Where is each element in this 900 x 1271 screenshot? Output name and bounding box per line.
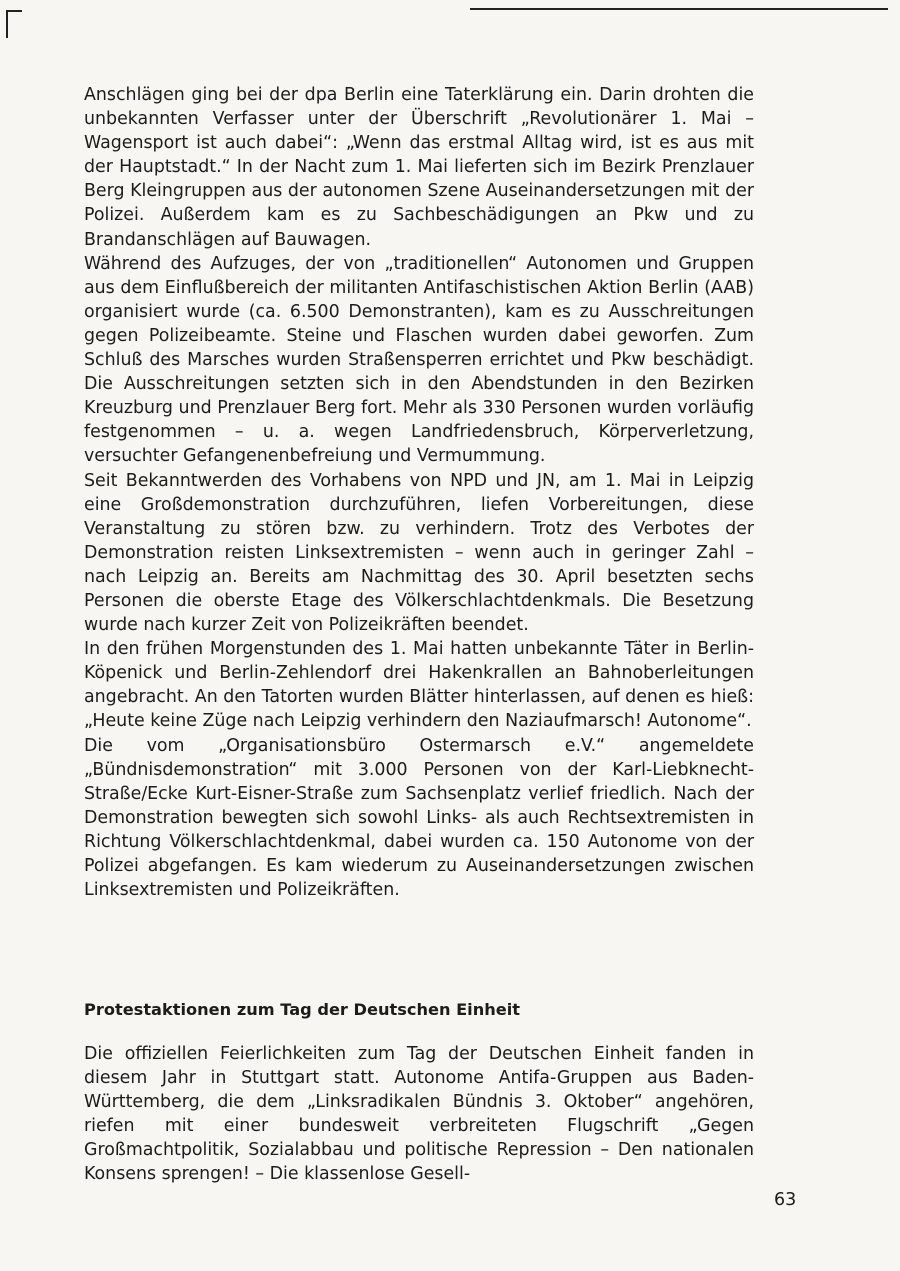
section-heading: Protestaktionen zum Tag der Deutschen Einheit bbox=[84, 1000, 521, 1019]
section-body bbox=[84, 1042, 754, 1187]
top-rule bbox=[470, 8, 888, 10]
paragraph-4: In den frühen Morgenstunden des 1. Mai hatten unbekannte Täter in Berlin-Köpenick und Berlin-Zehlendorf drei Hakenkrallen an Bahnoberleitungen angebracht. An den Tatorten wurden Blätter hinterlassen, auf denen es hieß: „Heute keine Züge nach Leipzig verhindern den Naziaufmarsch! Autonome“. bbox=[84, 639, 754, 732]
paragraph-1: Anschlägen ging bei der dpa Berlin eine Taterklärung ein. Darin drohten die unbekannten Verfasser unter der Überschrift „Revolutionärer 1. Mai – Wagensport ist auch dabei“: „Wenn das erstmal Alltag wird, ist es aus mit der Hauptstadt.“ In der Nacht zum 1. Mai lieferten sich im Bezirk Prenzlauer Berg Kleingruppen aus der autonomen Szene Auseinandersetzungen mit der Polizei. Außerdem kam es zu Sachbeschädigungen an Pkw und zu Brandanschlägen auf Bauwagen. bbox=[84, 85, 754, 250]
section-paragraph: Die offiziellen Feierlichkeiten zum Tag der Deutschen Einheit fanden in diesem Jahr in Stuttgart statt. Autonome Antifa-Gruppen aus Baden-Württemberg, die dem „Linksradikalen Bündnis 3. Oktober“ angehören, riefen mit einer bundesweit verbreiteten Flugschrift „Gegen Großmachtpolitik, Sozialabbau und politische Repression – Den nationalen Konsens sprengen! – Die klassenlose Gesell- bbox=[84, 1044, 754, 1185]
paragraph-5: Die vom „Organisationsbüro Ostermarsch e.V.“ angemeldete „Bündnisdemonstration“ mit 3.000 Personen von der Karl-Liebknecht-Straße/Ecke Kurt-Eisner-Straße zum Sachsenplatz verlief friedlich. Nach der Demonstration bewegten sich sowohl Links- als auch Rechtsextremisten in Richtung Völkerschlachtdenkmal, dabei wurden ca. 150 Autonome von der Polizei abgefangen. Es kam wiederum zu Auseinandersetzungen zwischen Linksextremisten und Polizeikräften. bbox=[84, 735, 754, 901]
paragraph-3: Seit Bekanntwerden des Vorhabens von NPD und JN, am 1. Mai in Leipzig eine Großdemonstration durchzuführen, liefen Vorbereitungen, diese Veranstaltung zu stören bzw. zu verhindern. Trotz des Verbotes der Demonstration reisten Linksextremisten – wenn auch in geringer Zahl – nach Leipzig an. Bereits am Nachmittag des 30. April besetzten sechs Personen die oberste Etage des Völkerschlachtdenkmals. Die Besetzung wurde nach kurzer Zeit von Polizeikräften beendet. bbox=[84, 470, 754, 636]
crop-mark-horizontal bbox=[6, 10, 22, 12]
page-number: 63 bbox=[774, 1190, 797, 1210]
paragraph-2: Während des Aufzuges, der von „traditionellen“ Autonomen und Gruppen aus dem Einflußbereich der militanten Antifaschistischen Aktion Berlin (AAB) organisiert wurde (ca. 6.500 Demonstranten), kam es zu Ausschreitungen gegen Polizeibeamte. Steine und Flaschen wurden dabei geworfen. Zum Schluß des Marsches wurden Straßensperren errichtet und Pkw beschädigt. Die Ausschreitungen setzten sich in den Abendstunden in den Bezirken Kreuzburg und Prenzlauer Berg fort. Mehr als 330 Personen wurden vorläufig festgenommen – u. a. wegen Landfriedensbruch, Körperverletzung, versuchter Gefangenenbefreiung und Vermummung. bbox=[84, 253, 754, 467]
main-text bbox=[84, 83, 754, 902]
crop-mark-vertical bbox=[6, 10, 8, 38]
